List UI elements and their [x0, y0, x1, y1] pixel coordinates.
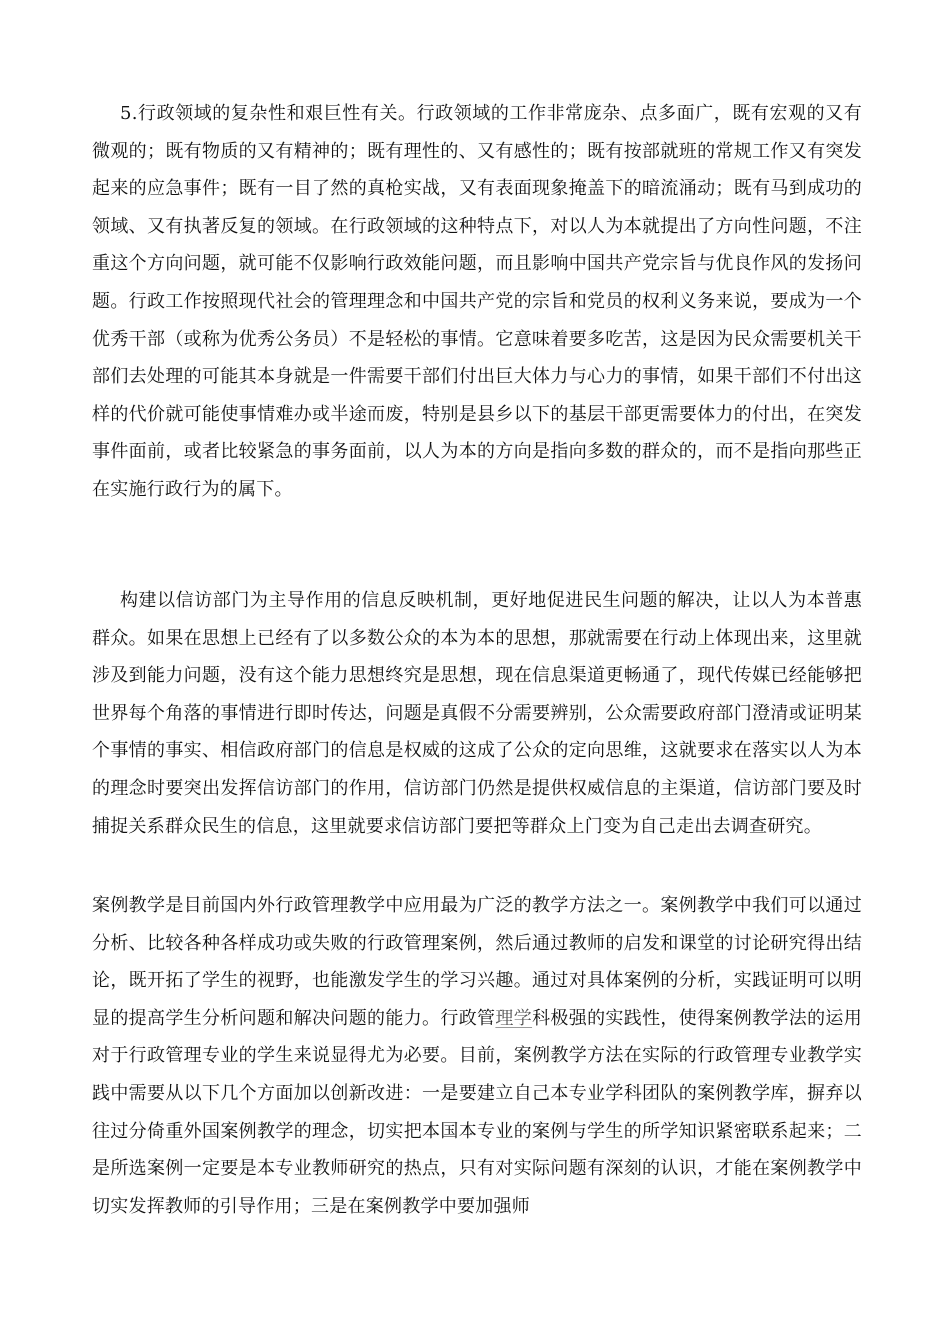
paragraph-petition-department: 构建以信访部门为主导作用的信息反映机制，更好地促进民生问题的解决，让以人为本普惠群众。如果在思想上已经有了以多数公众的本为本的思想，那就需要在行动上体现出来，这里就涉及到能力问题，没有这个能力思想终究是思想，现在信息渠道更畅通了，现代传媒已经能够把世界每个角落的事情进行即时传达，问题是真假不分需要辨别，公众需要政府部门澄清或证明某个事情的事实、相信政府部门的信息是权威的这成了公众的定向思维，这就要求在落实以人为本的理念时要突出发挥信访部门的作用，信访部门仍然是提供权威信息的主渠道，信访部门要及时捕捉关系群众民生的信息，这里就要求信访部门要把等群众上门变为自己走出去调查研究。: [92, 590, 862, 837]
paragraph-administrative-complexity: 5.行政领域的复杂性和艰巨性有关。行政领域的工作非常庞杂、点多面广，既有宏观的又有微观的；既有物质的又有精神的；既有理性的、又有感性的；既有按部就班的常规工作又有突发起来的应急事件；既有一目了然的真枪实战，又有表面现象掩盖下的暗流涌动；既有马到成功的领域、又有执著反复的领域。在行政领域的这种特点下，对以人为本就提出了方向性问题，不注重这个方向问题，就可能不仅影响行政效能问题，而且影响中国共产党宗旨与优良作风的发扬问题。行政工作按照现代社会的管理理念和中国共产党的宗旨和党员的权利义务来说，要成为一个优秀干部（或称为优秀公务员）不是轻松的事情。它意味着要多吃苦，这是因为民众需要机关干部们去处理的可能其本身就是一件需要干部们付出巨大体力与心力的事情，如果干部们不付出这样的代价就可能使事情难办或半途而废，特别是县乡以下的基层干部更需要体力的付出，在突发事件面前，或者比较紧急的事务面前，以人为本的方向是指向多数的群众的，而不是指向那些正在实施行政行为的属下。: [92, 103, 862, 500]
management-science-link[interactable]: 理学: [495, 1007, 533, 1029]
paragraph-case-teaching: [92, 887, 862, 1225]
case-teaching-text-before-link: 案例教学是目前国内外行政管理教学中应用最为广泛的教学方法之一。案例教学中我们可以通过分析、比较各种各样成功或失败的行政管理案例，然后通过教师的启发和课堂的讨论研究得出结论，既开拓了学生的视野，也能激发学生的学习兴趣。通过对具体案例的分析，实践证明可以明显的提高学生分析问题和解决问题的能力。行政管: [92, 895, 862, 1029]
case-teaching-text-after-link: 科极强的实践性，使得案例教学法的运用对于行政管理专业的学生来说显得尤为必要。目前，案例教学方法在实际的行政管理专业教学实践中需要从以下几个方面加以创新改进：一是要建立自己本专业学科团队的案例教学库，摒弃以往过分倚重外国案例教学的理念，切实把本国本专业的案例与学生的所学知识紧密联系起来；二是所选案例一定要是本专业教师研究的热点，只有对实际问题有深刻的认识，才能在案例教学中切实发挥教师的引导作用；三是在案例教学中要加强师: [92, 1007, 863, 1217]
